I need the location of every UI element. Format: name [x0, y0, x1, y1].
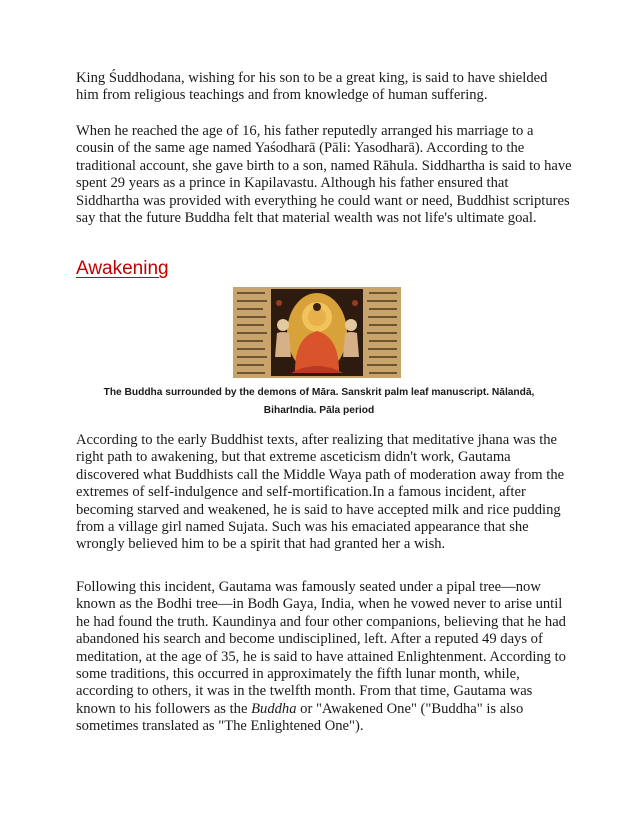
enlightenment-text-after: or "Awakened One" ("Buddha" is also sometimes translated as "The Enlightened One"). — [76, 700, 524, 735]
section-heading-awakening: Awakening — [76, 258, 169, 279]
paragraph-marriage: When he reached the age of 16, his father reputedly arranged his marriage to a cousin of the same age named Yaśodharā (Pāli: Yasodharā). According to the traditional account, she gave birth to a son, named Rāhula. Siddhartha is said to have spent 29 years as a prince in Kapilavastu. Although his father ensured that Siddhartha was provided with everything he could want or need, Buddhist scriptures say that the future Buddha felt that material wealth was not life's ultimate goal. — [76, 123, 572, 227]
paragraph-middle-way: According to the early Buddhist texts, after realizing that meditative jhana was the right path to awakening, but that extreme asceticism didn't work, Gautama discovered what Buddhists call the Middle Waya path of moderation away from the extremes of self-indulgence and self-mortification.In a famous incident, after becoming starved and weakened, he is said to have accepted milk and rice pudding from a village girl named Sujata. Such was his emaciated appearance that she wrongly believed him to be a spirit that had granted her a wish. — [76, 432, 565, 553]
buddha-manuscript-image — [233, 287, 401, 378]
buddha-illustration — [233, 287, 401, 378]
paragraph-suddhodana: King Śuddhodana, wishing for his son to be a great king, is said to have shielded him from religious teachings and from knowledge of human suffering. — [76, 70, 548, 104]
figure-caption: The Buddha surrounded by the demons of Māra. Sanskrit palm leaf manuscript. Nālandā, BiharIndia. Pāla period — [103, 387, 535, 416]
buddha-emphasis: Buddha — [251, 700, 297, 717]
paragraph-enlightenment — [76, 579, 572, 736]
enlightenment-text-before: Following this incident, Gautama was famously seated under a pipal tree—now known as the Bodhi tree—in Bodh Gaya, India, when he vowed never to arise until he had found the truth. Kaundinya and four other companions, believing that he had abandoned his search and become undisciplined, left. After a reputed 49 days of meditation, at the age of 35, he is said to have attained Enlightenment. According to some traditions, this occurred in approximately the fifth lunar month, while, according to others, it was in the twelfth month. From that time, Gautama was known to his followers as the — [76, 579, 566, 717]
